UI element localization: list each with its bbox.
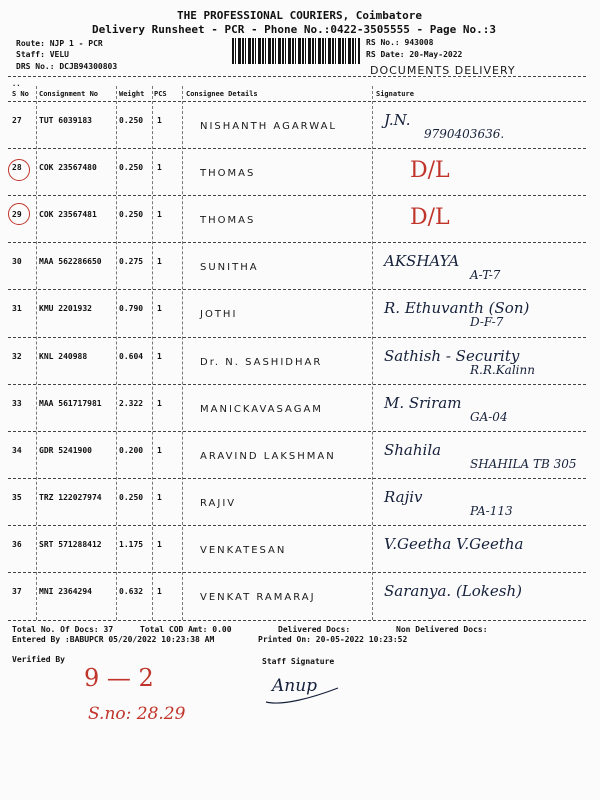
entered-by: Entered By :BABUPCR 05/20/2022 10:23:38 AM: [12, 635, 215, 644]
row-pcs: 1: [157, 304, 162, 314]
row-signature: Sathish - Security: [384, 346, 520, 365]
row-weight: 2.322: [119, 398, 144, 408]
row-pcs: 1: [157, 116, 162, 125]
row-signature-note: GA-04: [470, 409, 508, 424]
row-sno: 30: [12, 257, 22, 267]
row-weight: 0.250: [119, 163, 144, 173]
runsheet-title: Delivery Runsheet - PCR - Phone No.:0422-3505555 - Page No.:3: [92, 23, 496, 36]
row-signature-note: R.R.Kalinn: [470, 362, 535, 377]
row-weight: 0.632: [119, 587, 144, 596]
row-weight: 1.175: [119, 539, 144, 549]
red-circle-mark: [8, 159, 30, 181]
row-signature-note: SHAHILA TB 305: [470, 456, 577, 471]
col-signature: Signature: [376, 90, 414, 98]
row-sno: 34: [12, 445, 22, 455]
row-consignee: MANICKAVASAGAM: [200, 403, 323, 415]
row-sno: 33: [12, 398, 22, 408]
row-sno: 29: [12, 210, 22, 220]
row-divider: [8, 337, 586, 338]
row-pcs: 1: [157, 398, 162, 408]
row-consignment: MAA 562286650: [39, 257, 102, 267]
row-consignment: COK 23567481: [39, 210, 97, 220]
total-docs: Total No. Of Docs: 37: [12, 625, 114, 634]
col-pcs: PCS: [154, 90, 167, 98]
row-sno: 28: [12, 163, 22, 173]
row-weight: 0.275: [119, 257, 144, 267]
row-consignment: KMU 2201932: [39, 304, 92, 314]
row-sno: 32: [12, 351, 22, 361]
row-consignee: RAJIV: [200, 497, 237, 509]
printed-on: Printed On: 20-05-2022 10:23:52: [258, 635, 408, 644]
staff-label: Staff: VELU: [16, 50, 69, 59]
staff-signature: Anup: [272, 676, 318, 696]
documents-delivery-stamp: DOCUMENTS DELIVERY: [370, 64, 516, 77]
row-signature: D/L: [410, 158, 450, 184]
row-divider: [8, 525, 586, 526]
row-consignee: Dr. N. SASHIDHAR: [200, 356, 323, 368]
row-sno: 37: [12, 587, 22, 596]
row-weight: 0.604: [119, 351, 144, 361]
col-sno: S No: [12, 90, 29, 98]
row-consignment: TRZ 122027974: [39, 492, 102, 502]
divider: [8, 620, 586, 621]
row-divider: [8, 431, 586, 432]
row-pcs: 1: [157, 445, 162, 455]
row-divider: [8, 572, 586, 573]
row-sno: 36: [12, 539, 22, 549]
row-consignee: ARAVIND LAKSHMAN: [200, 450, 336, 462]
rs-number: RS No.: 943008: [366, 38, 434, 47]
row-signature: D/L: [410, 205, 450, 231]
divider: [8, 76, 586, 77]
row-signature: V.Geetha V.Geetha: [384, 534, 524, 553]
row-consignment: TUT 6039183: [39, 116, 92, 125]
row-divider: [8, 242, 586, 243]
col-consignment: Consignment No: [39, 90, 99, 98]
row-weight: 0.200: [119, 445, 144, 455]
row-signature: Shahila: [384, 440, 442, 459]
row-consignee: SUNITHA: [200, 262, 259, 274]
non-delivered-docs: Non Delivered Docs:: [396, 625, 488, 634]
col-weight: Weight: [119, 90, 145, 98]
row-divider: [8, 384, 586, 385]
row-consignee: THOMAS: [200, 215, 256, 227]
rs-date: RS Date: 20-May-2022: [366, 50, 463, 59]
row-pcs: 1: [157, 587, 162, 596]
row-sno: 27: [12, 116, 22, 125]
row-consignee: NISHANTH AGARWAL: [200, 121, 337, 132]
row-pcs: 1: [157, 210, 162, 220]
row-pcs: 1: [157, 492, 162, 502]
row-weight: 0.250: [119, 492, 144, 502]
col-sep: [182, 86, 183, 620]
delivered-docs: Delivered Docs:: [278, 625, 351, 634]
row-signature-note: PA-113: [470, 503, 513, 518]
row-consignment: SRT 571288412: [39, 539, 102, 549]
row-signature-note: A-T-7: [470, 268, 501, 283]
col-sep: [152, 86, 153, 620]
row-pcs: 1: [157, 539, 162, 549]
dots-mark: ..: [12, 80, 21, 88]
row-pcs: 1: [157, 351, 162, 361]
verified-by: Verified By: [12, 655, 65, 664]
row-weight: 0.790: [119, 304, 144, 314]
row-weight: 0.250: [119, 210, 144, 220]
row-divider: [8, 478, 586, 479]
row-weight: 0.250: [119, 116, 144, 125]
row-divider: [8, 148, 586, 149]
row-pcs: 1: [157, 257, 162, 267]
row-divider: [8, 195, 586, 196]
barcode-image: [232, 38, 360, 64]
row-consignee: JOTHI: [200, 309, 238, 321]
row-consignment: MNI 2364294: [39, 587, 92, 596]
row-signature: M. Sriram: [384, 393, 462, 412]
row-signature: Rajiv: [384, 487, 423, 506]
handwritten-count: 9 — 2: [84, 664, 154, 692]
row-consignment: COK 23567480: [39, 163, 97, 173]
col-sep: [372, 86, 373, 620]
row-signature: Saranya. (Lokesh): [384, 582, 522, 600]
row-signature-note: 9790403636.: [424, 127, 505, 141]
col-sep: [36, 86, 37, 620]
total-cod: Total COD Amt: 0.00: [140, 625, 232, 634]
row-consignee: VENKAT RAMARAJ: [200, 592, 316, 603]
red-circle-mark: [8, 203, 30, 225]
row-pcs: 1: [157, 163, 162, 173]
route-label: Route: NJP 1 - PCR: [16, 39, 103, 48]
company-title: THE PROFESSIONAL COURIERS, Coimbatore: [177, 9, 423, 22]
handwritten-sno: S.no: 28.29: [88, 704, 186, 724]
col-sep: [116, 86, 117, 620]
row-consignment: MAA 561717981: [39, 398, 102, 408]
row-sno: 31: [12, 304, 22, 314]
divider: [8, 101, 586, 102]
row-consignee: VENKATESAN: [200, 544, 287, 556]
row-consignment: KNL 240988: [39, 351, 88, 361]
row-signature: J.N.: [384, 111, 411, 129]
row-divider: [8, 289, 586, 290]
row-signature-note: D-F-7: [470, 315, 504, 330]
row-consignee: THOMAS: [200, 168, 256, 180]
row-signature: AKSHAYA: [384, 252, 460, 271]
col-consignee: Consignee Details: [186, 90, 258, 98]
staff-signature-label: Staff Signature: [262, 657, 335, 666]
row-signature: R. Ethuvanth (Son): [384, 299, 530, 318]
signature-scribble: [262, 680, 342, 710]
drs-number: DRS No.: DCJB94300803: [16, 62, 118, 71]
row-sno: 35: [12, 492, 22, 502]
row-consignment: GDR 5241900: [39, 445, 92, 455]
